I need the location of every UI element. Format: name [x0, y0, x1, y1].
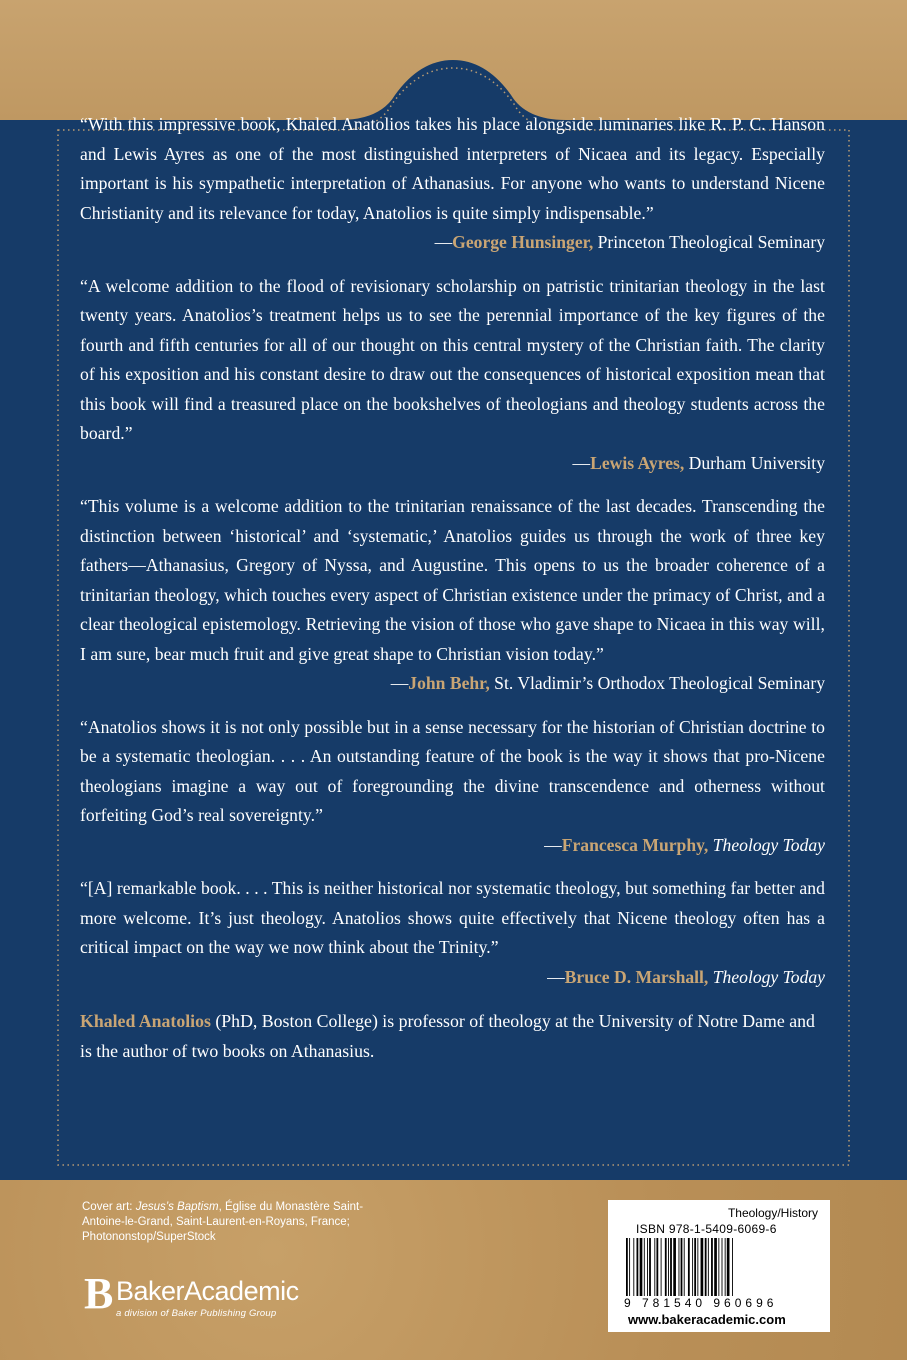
reviewer-affiliation: Princeton Theological Seminary — [593, 232, 825, 252]
review-quote: “This volume is a welcome addition to the trinitarian renaissance of the last decades. Transcending the distinction between ‘historical’ and ‘systematic,’ Anatolios guides us through the work of three key fathers—Athanasius, Gregory of Nyssa, and Augustine. This opens to us the broader coherence of a trinitarian theology, which touches every aspect of Christian existence under the primacy of Christ, and a clear theological epistemology. Retrieving the vision of those who gave shape to Nicaea in this way will, I am sure, bear much fruit and give great shape to Christian vision today.” — [80, 496, 825, 664]
author-bio-text: (PhD, Boston College) is professor of theology at the University of Notre Dame and is the author of two books on Athanasius. — [80, 1011, 815, 1061]
reviewer-name: Bruce D. Marshall, — [564, 966, 709, 987]
barcode-box — [608, 1200, 830, 1332]
publisher-tagline: a division of Baker Publishing Group — [116, 1308, 277, 1319]
review-attribution: —Francesca Murphy, Theology Today — [544, 834, 825, 855]
review-5 — [80, 874, 825, 992]
reviewer-affiliation: Durham University — [684, 452, 825, 473]
review-quote: “[A] remarkable book. . . . This is neither historical nor systematic theology, but something far better and more welcome. It’s just theology. Anatolios shows quite effectively that Nicene theology often has a critical impact on the way we now think about the Trinity.” — [80, 878, 825, 957]
reviewer-name: Lewis Ayres, — [590, 452, 685, 473]
reviewer-publication: Theology Today — [712, 966, 825, 987]
reviewer-name: Francesca Murphy, — [561, 834, 709, 855]
author-bio — [80, 1006, 825, 1066]
review-1 — [80, 110, 825, 258]
reviewer-affiliation: St. Vladimir’s Orthodox Theological Seminary — [489, 673, 825, 693]
review-2 — [80, 272, 825, 479]
reviewer-publication: Theology Today — [712, 834, 825, 855]
review-4 — [80, 713, 825, 861]
baker-b-icon: B — [84, 1269, 114, 1318]
isbn-text: ISBN 978-1-5409-6069-6 — [636, 1222, 777, 1236]
reviewer-name: George Hunsinger, — [452, 232, 594, 252]
publisher-name: BakerAcademic — [116, 1276, 299, 1306]
review-content — [80, 110, 825, 1066]
author-name: Khaled Anatolios — [80, 1011, 211, 1031]
artwork-title: Jesus’s Baptism — [135, 1201, 219, 1213]
publisher-url: www.bakeracademic.com — [628, 1312, 786, 1327]
review-attribution: —Bruce D. Marshall, Theology Today — [547, 966, 825, 987]
subject-category: Theology/History — [727, 1206, 818, 1220]
review-quote: “Anatolios shows it is not only possible but in a sense necessary for the historian of Christian doctrine to be a systematic theologian. . . . An outstanding feature of the book is the way it shows that pro-Nicene theologians imagine a way out of foregrounding the divine transcendence and otherness without forfeiting God’s real sovereignty.” — [80, 716, 825, 825]
barcode-bars — [624, 1238, 814, 1298]
review-attribution: —George Hunsinger, Princeton Theological Seminary — [434, 232, 825, 252]
review-quote: “A welcome addition to the flood of revisionary scholarship on patristic trinitarian theology in the last twenty years. Anatolios’s treatment helps us to see the perennial importance of the key figures of the fourth and fifth centuries for all of our thought on this central mystery of the Christian faith. The clarity of his exposition and his constant desire to draw out the consequences of historical exposition mean that this book will find a treasured place on the bookshelves of theologians and theology students across the board.” — [80, 275, 825, 443]
review-quote: “With this impressive book, Khaled Anatolios takes his place alongside luminaries like R. P. C. Hanson and Lewis Ayres as one of the most distinguished interpreters of Nicaea and its legacy. Especially important is his sympathetic interpretation of Athanasius. For anyone who wants to understand Nicene Christianity and its relevance for today, Anatolios is quite simply indispensable.” — [80, 114, 825, 223]
cover-art-credit: Cover art: Jesus’s Baptism, Église du Monastère Saint-Antoine-le-Grand, Saint-Laurent-en-Royans, France; Photononstop/SuperStock — [82, 1201, 364, 1243]
publisher-logo — [84, 1269, 364, 1332]
review-3 — [80, 492, 825, 699]
review-attribution: —John Behr, St. Vladimir’s Orthodox Theological Seminary — [390, 673, 825, 693]
review-attribution: —Lewis Ayres, Durham University — [572, 452, 825, 473]
barcode-digits: 9 781540 960696 — [624, 1296, 778, 1310]
reviewer-name: John Behr, — [408, 673, 490, 693]
